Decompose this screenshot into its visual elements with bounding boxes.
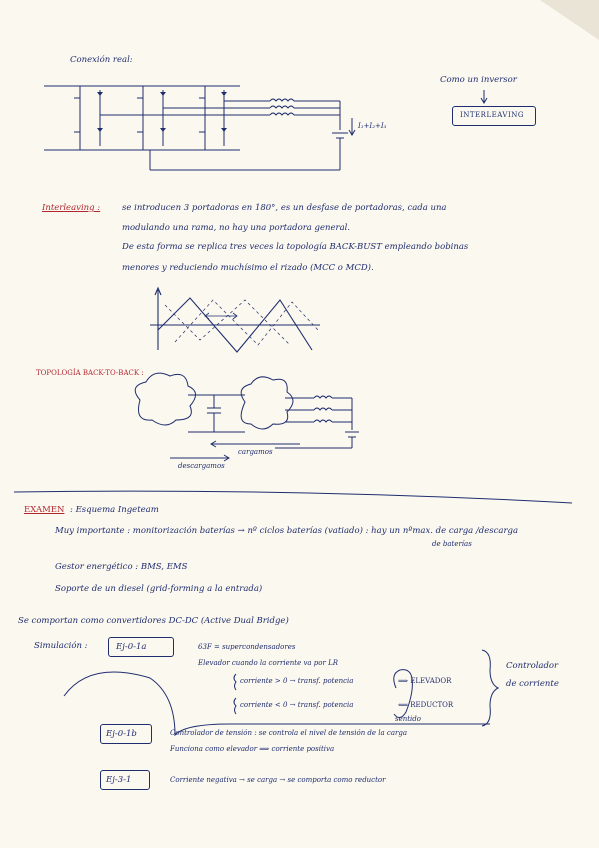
interleaving-line-2: modulando una rama, no hay una portadora general. [122,223,351,233]
interleaving-line-3: De esta forma se replica tres veces la topología BACK-BUST empleando bobinas [122,242,469,252]
ej-3-1-label: Ej-3-1 [106,775,132,785]
interleaving-line-4: menores y reduciendo muchísimo el rizado (MCC o MCD). [122,263,374,273]
de-baterias-line: de baterías [432,540,472,548]
muy-importante-line: Muy importante : monitorización baterías → nº ciclos baterías (vatiado) : hay un nºmax. de carga /descarga [55,526,519,536]
simulacion-label: Simulación : [34,641,88,651]
gestor-line: Gestor energético : BMS, EMS [55,562,188,572]
corriente-negativa-line: corriente < 0 → transf. potencia [240,701,354,709]
corriente-negativa-note: Corriente negativa → se carga → se comporta como reductor [170,776,386,784]
sentido-label: sentido [395,715,421,723]
descargamos-label: descargamos [178,462,225,470]
elevador-result: ⟹ ELEVADOR [398,677,452,685]
ej-0-1b-label: Ej-0-1b [106,729,137,739]
comportan-line: Se comportan como convertidores DC-DC (Active Dual Bridge) [18,616,289,626]
interleaving-line-1: se introducen 3 portadoras en 180°, es un desfase de portadoras, cada una [122,203,447,213]
tension-line-2: Funciona como elevador ⟹ corriente positiva [170,745,335,753]
cargamos-label: cargamos [238,448,273,456]
tension-line-1: Controlador de tensión : se controla el nivel de tensión de la carga [170,729,408,737]
note-63f: 63F = supercondensadores [198,643,296,651]
interleaving-heading: Interleaving : [42,203,101,213]
inverter-note: Como un inversor [440,75,517,85]
de-corriente-label: de corriente [506,679,559,689]
ej-0-1a-label: Ej-0-1a [116,642,147,652]
soporte-line: Soporte de un diesel (grid-forming a la entrada) [55,584,263,594]
reductor-result: ⟸ REDUCTOR [398,701,454,709]
examen-subject: : Esquema Ingeteam [70,505,159,515]
examen-heading: EXAMEN [24,505,65,515]
current-sum-label: I₁+I₂+I₃ [358,122,387,130]
controlador-label: Controlador [506,661,559,671]
elevador-note: Elevador cuando la corriente va por LR [198,659,338,667]
conexion-real-title: Conexión real: [70,55,133,65]
corriente-positiva-line: corriente > 0 → transf. potencia [240,677,354,685]
interleaving-box-label: INTERLEAVING [460,111,524,119]
back-to-back-heading: TOPOLOGÍA BACK-TO-BACK : [36,369,144,377]
